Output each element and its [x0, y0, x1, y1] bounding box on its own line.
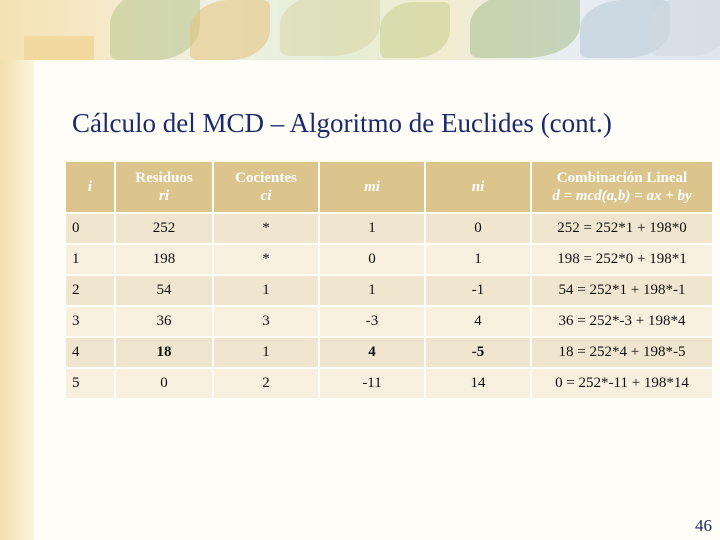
- cell-n: 1: [426, 245, 530, 274]
- table-row: [66, 307, 712, 336]
- cell-m: 1: [320, 276, 424, 305]
- banner-leaf-image: [190, 0, 270, 60]
- cell-m: -11: [320, 369, 424, 398]
- cell-n: 14: [426, 369, 530, 398]
- cell-cociente: 2: [214, 369, 318, 398]
- cell-combinacion: 252 = 252*1 + 198*0: [532, 214, 712, 243]
- left-decorative-border: [0, 0, 34, 540]
- cell-cociente: *: [214, 245, 318, 274]
- cell-m: 4: [320, 338, 424, 367]
- header-residuos: [116, 162, 212, 212]
- banner-leaf-image: [380, 2, 450, 58]
- header-mi: [320, 162, 424, 212]
- header-combinacion-formula: d = mcd(a,b) = ax + by: [552, 188, 692, 204]
- cell-combinacion: 0 = 252*-11 + 198*14: [532, 369, 712, 398]
- banner-leaf-image: [280, 0, 380, 56]
- cell-cociente: *: [214, 214, 318, 243]
- header-cocientes-symbol: ci: [260, 188, 272, 204]
- header-residuos-label: Residuos: [135, 170, 193, 186]
- cell-m: 1: [320, 214, 424, 243]
- banner-leaf-image: [110, 0, 200, 60]
- cell-residuo: 54: [116, 276, 212, 305]
- cell-i: 0: [66, 214, 114, 243]
- banner-leaf-tile: [24, 36, 94, 60]
- table-row: [66, 338, 712, 367]
- header-i: [66, 162, 114, 212]
- cell-cociente: 1: [214, 338, 318, 367]
- cell-i: 4: [66, 338, 114, 367]
- cell-residuo: 198: [116, 245, 212, 274]
- decorative-banner: [0, 0, 720, 60]
- header-cocientes: [214, 162, 318, 212]
- header-i-label: i: [87, 179, 93, 195]
- cell-i: 2: [66, 276, 114, 305]
- header-cocientes-label: Cocientes: [235, 170, 297, 186]
- cell-cociente: 1: [214, 276, 318, 305]
- cell-combinacion: 36 = 252*-3 + 198*4: [532, 307, 712, 336]
- cell-n: 0: [426, 214, 530, 243]
- cell-combinacion: 18 = 252*4 + 198*-5: [532, 338, 712, 367]
- header-ni-label: ni: [471, 179, 485, 195]
- cell-n: 4: [426, 307, 530, 336]
- cell-residuo: 252: [116, 214, 212, 243]
- euclid-table: [64, 160, 714, 400]
- cell-i: 1: [66, 245, 114, 274]
- table-row: [66, 245, 712, 274]
- cell-m: 0: [320, 245, 424, 274]
- table-row: [66, 214, 712, 243]
- cell-i: 3: [66, 307, 114, 336]
- cell-residuo: 36: [116, 307, 212, 336]
- cell-n: -5: [426, 338, 530, 367]
- header-combinacion: [532, 162, 712, 212]
- cell-cociente: 3: [214, 307, 318, 336]
- table-row: [66, 276, 712, 305]
- page-number: 46: [695, 516, 712, 535]
- banner-leaf-image: [650, 0, 720, 56]
- cell-residuo: 18: [116, 338, 212, 367]
- cell-residuo: 0: [116, 369, 212, 398]
- cell-i: 5: [66, 369, 114, 398]
- table-row: [66, 369, 712, 398]
- cell-n: -1: [426, 276, 530, 305]
- table-header-row: [66, 162, 712, 212]
- slide-title: Cálculo del MCD – Algoritmo de Euclides (cont.): [72, 108, 612, 138]
- header-combinacion-label: Combinación Lineal: [556, 170, 688, 186]
- cell-m: -3: [320, 307, 424, 336]
- header-mi-label: mi: [364, 179, 380, 195]
- cell-combinacion: 54 = 252*1 + 198*-1: [532, 276, 712, 305]
- cell-combinacion: 198 = 252*0 + 198*1: [532, 245, 712, 274]
- header-ni: [426, 162, 530, 212]
- header-residuos-symbol: ri: [158, 188, 169, 204]
- banner-leaf-image: [470, 0, 580, 58]
